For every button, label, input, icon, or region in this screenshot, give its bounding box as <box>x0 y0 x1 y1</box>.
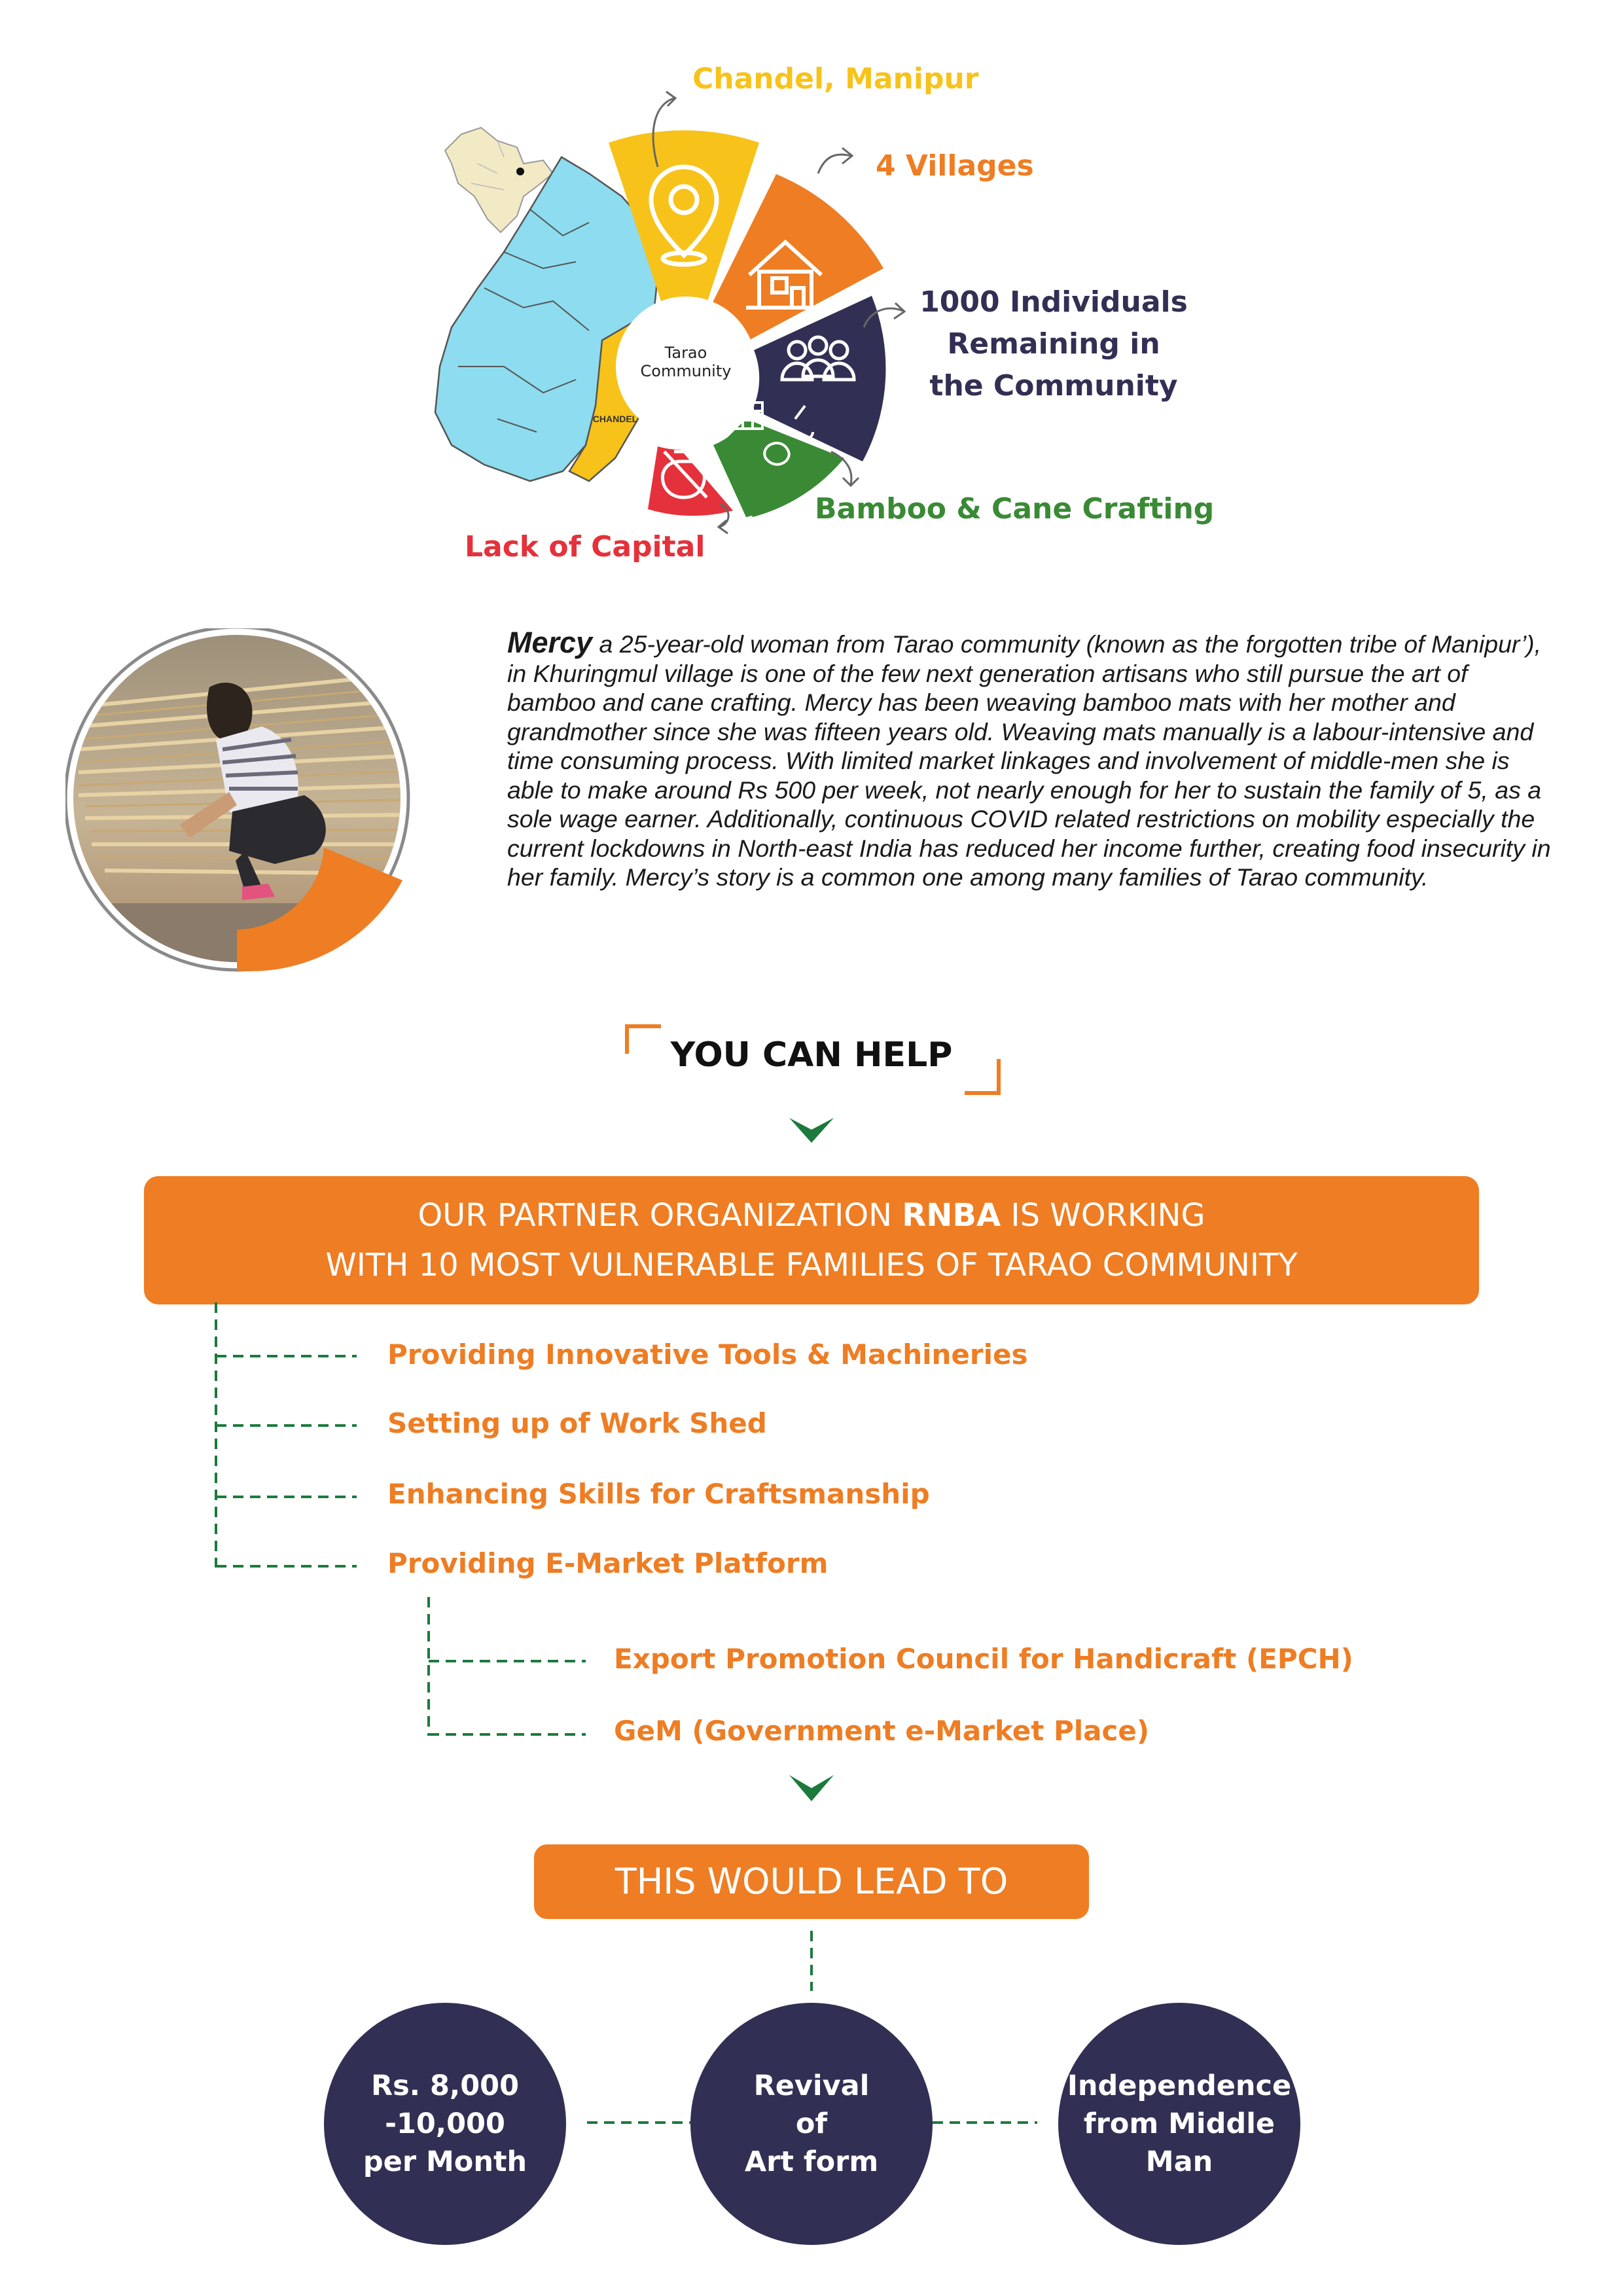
outcome-income-line-3: per Month <box>363 2145 527 2178</box>
outcome-independence-line-3: Man <box>1145 2145 1213 2178</box>
partner-line-2: WITH 10 MOST VULNERABLE FAMILIES OF TARAO COMMUNITY <box>325 1247 1298 1283</box>
partner-prefix: OUR PARTNER ORGANIZATION <box>418 1197 902 1234</box>
outcome-independence-line-2: from Middle <box>1083 2108 1275 2140</box>
bracket-bottom-right <box>965 1059 999 1093</box>
manipur-map <box>435 157 658 481</box>
activity-tools: Providing Innovative Tools & Machineries <box>387 1338 1028 1371</box>
lead-banner: THIS WOULD LEAD TO <box>534 1844 1089 1919</box>
outcome-income-line-1: Rs. 8,000 <box>370 2070 519 2102</box>
label-villages: 4 Villages <box>876 149 1034 183</box>
center-label: Tarao Community <box>640 344 732 380</box>
label-bamboo: Bamboo & Cane Crafting <box>815 492 1215 526</box>
outcome-income <box>324 2003 566 2245</box>
outcome-revival-line-2: of <box>795 2108 828 2140</box>
map-label: CHANDEL <box>592 414 638 424</box>
individuals-line-3: the Community <box>929 369 1178 403</box>
story-text: a 25-year-old woman from Tarao community (known as the forgotten tribe of Manipur’), in Khuringmul village is one of the few next generation artisans who still pursue the art of bamboo and cane crafting. Mercy has been weaving bamboo mats with her mother and grandmother since she was fifteen years old. Weaving mats manually is a labour-intensive and time consuming process. With limited market linkages and involvement of middle-men she is able to make around Rs 500 per week, not nearly enough for her to sustain the family of 5, as a sole wage earner. Additionally, continuous COVID related restrictions on mobility especially the current lockdowns in North-east India has reduced her income further, creating food insecurity in her family. Mercy’s story is a common one among many families of Tarao community. <box>507 630 1551 891</box>
activity-connectors <box>0 1302 1623 1761</box>
outcome-independence-line-1: Independence <box>1067 2070 1292 2102</box>
partner-suffix: IS WORKING <box>1001 1197 1205 1234</box>
partner-banner <box>144 1176 1479 1304</box>
help-heading: YOU CAN HELP <box>670 1035 953 1075</box>
chevron-down-icon <box>789 1118 834 1143</box>
platform-gem: GeM (Government e-Market Place) <box>614 1715 1150 1747</box>
activity-skills: Enhancing Skills for Craftsmanship <box>387 1478 930 1510</box>
label-individuals <box>916 281 1191 407</box>
individuals-line-1: 1000 Individuals <box>919 285 1188 319</box>
chevron-down-icon <box>789 1767 834 1806</box>
platform-epch: Export Promotion Council for Handicraft (EPCH) <box>614 1643 1353 1675</box>
story-name: Mercy <box>507 626 593 659</box>
outcome-revival-line-3: Art form <box>744 2145 879 2178</box>
activity-e-market: Providing E-Market Platform <box>387 1547 829 1579</box>
outcome-revival <box>690 2003 933 2245</box>
outcome-income-line-2: -10,000 <box>385 2108 505 2140</box>
partner-org: RNBA <box>902 1197 1001 1234</box>
activity-work-shed: Setting up of Work Shed <box>387 1407 767 1439</box>
label-capital: Lack of Capital <box>465 530 705 564</box>
partner-line-1 <box>144 1191 1479 1240</box>
outcome-revival-line-1: Revival <box>753 2070 870 2102</box>
individuals-line-2: Remaining in <box>947 327 1160 361</box>
outcome-independence <box>1058 2003 1300 2245</box>
label-location: Chandel, Manipur <box>692 62 979 96</box>
mercy-photo <box>65 628 419 995</box>
story-paragraph <box>507 628 1554 892</box>
